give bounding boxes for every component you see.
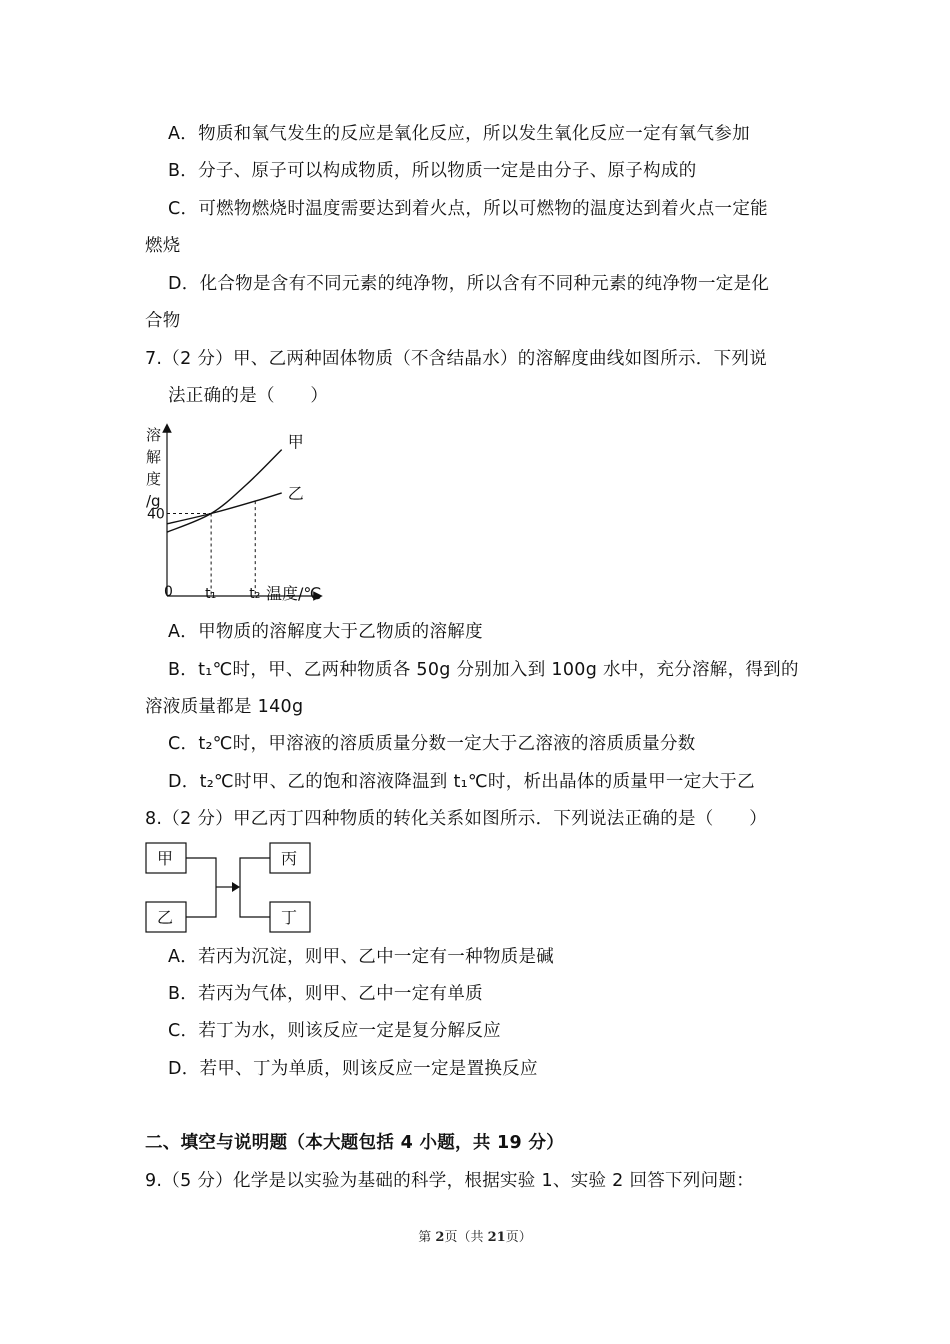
q8-stem: 8.（2 分）甲乙丙丁四种物质的转化关系如图所示．下列说法正确的是（ ） (145, 809, 767, 829)
y-axis-label-char: 度 (146, 470, 162, 488)
box-ding-label: 丁 (281, 908, 298, 927)
box-bing-label: 丙 (281, 849, 298, 868)
section-2-heading: 二、填空与说明题（本大题包括 4 小题，共 19 分） (145, 1133, 564, 1153)
q8-option-c: C．若丁为水，则该反应一定是复分解反应 (168, 1021, 501, 1041)
right-bracket (240, 858, 270, 917)
q8-option-b: B．若丙为气体，则甲、乙中一定有单质 (168, 984, 483, 1004)
q8-reaction-diagram (140, 840, 340, 940)
series-line-yi (167, 493, 282, 524)
y-axis-label-char: 溶 (146, 426, 162, 444)
origin-label: 0 (164, 584, 173, 600)
x-axis-label: 温度/℃ (266, 584, 322, 603)
q7-stem-line2: 法正确的是（ ） (168, 386, 329, 406)
x-tick-label-t1: t₁ (205, 586, 217, 602)
q7-option-c: C．t₂℃时，甲溶液的溶质质量分数一定大于乙溶液的溶质质量分数 (168, 734, 696, 754)
q8-option-a: A．若丙为沉淀，则甲、乙中一定有一种物质是碱 (168, 947, 555, 967)
footer-mid: 页（共 (444, 1230, 488, 1245)
page-footer (0, 1226, 950, 1245)
q8-option-d: D．若甲、丁为单质，则该反应一定是置换反应 (168, 1059, 538, 1079)
solubility-chart (140, 420, 340, 610)
q6-option-d-line2: 合物 (145, 311, 181, 331)
y-axis-label-char: /g (146, 492, 161, 510)
footer-total-pages: 21 (487, 1230, 506, 1245)
q7-option-b-line2: 溶液质量都是 140g (145, 697, 304, 717)
x-tick-label-t2: t₂ (249, 586, 261, 602)
q7-option-d: D．t₂℃时甲、乙的饱和溶液降温到 t₁℃时，析出晶体的质量甲一定大于乙 (168, 772, 755, 792)
q7-option-a: A．甲物质的溶解度大于乙物质的溶解度 (168, 622, 483, 642)
q6-option-a: A．物质和氧气发生的反应是氧化反应，所以发生氧化反应一定有氧气参加 (168, 124, 750, 144)
q7-stem-line1: 7.（2 分）甲、乙两种固体物质（不含结晶水）的溶解度曲线如图所示．下列说 (145, 349, 767, 369)
footer-page-number: 2 (435, 1230, 445, 1245)
q6-option-c-line2: 燃烧 (145, 236, 181, 256)
y-tick-label: 40 (147, 506, 165, 523)
arrowhead-icon (232, 882, 240, 892)
q7-option-b-line1: B．t₁℃时，甲、乙两种物质各 50g 分别加入到 100g 水中，充分溶解，得到的 (168, 660, 799, 680)
series-label-yi: 乙 (287, 483, 304, 503)
box-yi-label: 乙 (157, 908, 174, 927)
q9-stem: 9.（5 分）化学是以实验为基础的科学，根据实验 1、实验 2 回答下列问题： (145, 1171, 755, 1191)
left-bracket (186, 858, 216, 917)
series-label-jia: 甲 (287, 432, 304, 452)
y-axis-label-char: 解 (146, 448, 162, 466)
footer-prefix: 第 (418, 1230, 436, 1245)
q6-option-c-line1: C．可燃物燃烧时温度需要达到着火点，所以可燃物的温度达到着火点一定能 (168, 199, 768, 219)
q6-option-b: B．分子、原子可以构成物质，所以物质一定是由分子、原子构成的 (168, 161, 697, 181)
footer-suffix: 页） (505, 1230, 532, 1245)
box-jia-label: 甲 (157, 849, 174, 868)
q6-option-d-line1: D．化合物是含有不同元素的纯净物，所以含有不同种元素的纯净物一定是化 (168, 274, 770, 294)
